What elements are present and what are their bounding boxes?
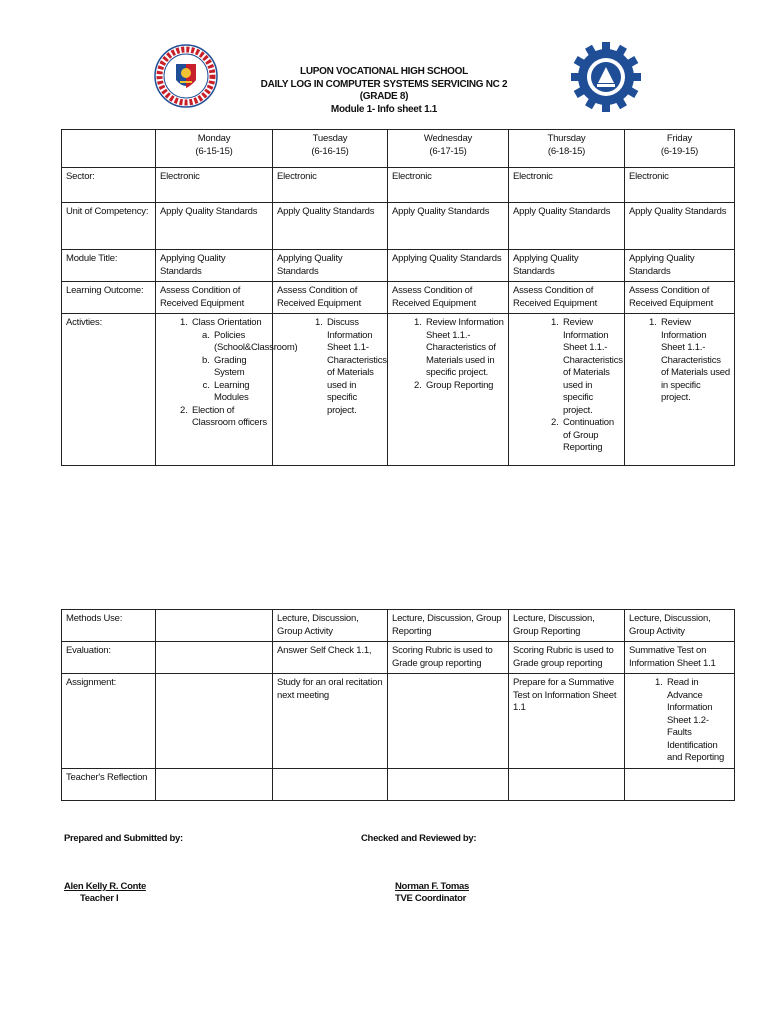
list-item: 2. Continuation of Group Reporting: [561, 417, 620, 455]
list-item: 1. Review Information Sheet 1.1.- Characteristics of Materials used in specific project.: [561, 317, 620, 417]
table-cell: Lecture, Discussion, Group Reporting: [388, 610, 509, 642]
daily-log-table: [61, 129, 735, 466]
prepared-by-title: Teacher I: [80, 893, 119, 904]
activities-wednesday: [388, 314, 509, 466]
table-cell: Electronic: [273, 168, 388, 203]
school-gear-seal-icon: [571, 42, 641, 112]
list-item: 1. Read in Advance Information Sheet 1.2- Faults Identification and Reporting: [665, 677, 730, 765]
table-cell: Lecture, Discussion, Group Activity: [625, 610, 735, 642]
table-cell: Apply Quality Standards: [509, 203, 625, 250]
table-cell: [509, 768, 625, 800]
table-cell: Assess Condition of Received Equipment: [156, 282, 273, 314]
table-cell: Scoring Rubric is used to Grade group reporting: [509, 642, 625, 674]
day-header-monday: Monday (6-15-15): [156, 130, 273, 168]
table-cell: [625, 768, 735, 800]
module-label: Module 1- Info sheet 1.1: [330, 103, 438, 115]
table-cell: Scoring Rubric is used to Grade group reporting: [388, 642, 509, 674]
grade-level: (GRADE 8): [359, 91, 409, 102]
checked-by-label: Checked and Reviewed by:: [361, 833, 477, 844]
table-cell: Applying Quality Standards: [273, 250, 388, 282]
document-title: DAILY LOG IN COMPUTER SYSTEMS SERVICING NC 2: [260, 78, 508, 90]
table-cell: [156, 674, 273, 769]
table-cell: Assess Condition of Received Equipment: [625, 282, 735, 314]
table-cell: [156, 610, 273, 642]
table-cell: Apply Quality Standards: [388, 203, 509, 250]
table-cell: Lecture, Discussion, Group Reporting: [509, 610, 625, 642]
row-label: Teacher's Reflection: [62, 768, 156, 800]
document-header: [200, 66, 568, 116]
list-item: 1. Discuss Information Sheet 1.1- Characteristics of Materials used in specific project.: [325, 317, 383, 417]
table-cell: [388, 674, 509, 769]
table-cell: Applying Quality Standards: [388, 250, 509, 282]
row-label: Sector:: [62, 168, 156, 203]
day-header-row: [62, 130, 735, 168]
module-title-row: [62, 250, 735, 282]
row-label: Unit of Competency:: [62, 203, 156, 250]
table-cell: [388, 768, 509, 800]
table-cell: [156, 642, 273, 674]
table-cell: Assess Condition of Received Equipment: [273, 282, 388, 314]
list-item: 2. Group Reporting: [424, 380, 504, 393]
assignment-friday: [625, 674, 735, 769]
row-label: Activties:: [62, 314, 156, 466]
table-cell: Applying Quality Standards: [625, 250, 735, 282]
prepared-by-name: Alen Kelly R. Conte: [64, 881, 146, 892]
activities-tuesday: [273, 314, 388, 466]
table-cell: Electronic: [156, 168, 273, 203]
day-header-friday: Friday (6-19-15): [625, 130, 735, 168]
checked-by-title: TVE Coordinator: [395, 893, 466, 904]
sector-row: [62, 168, 735, 203]
table-cell: Answer Self Check 1.1,: [273, 642, 388, 674]
learning-outcome-row: [62, 282, 735, 314]
day-header-wednesday: Wednesday (6-17-15): [388, 130, 509, 168]
table-cell: Electronic: [509, 168, 625, 203]
corner-cell: [62, 130, 156, 168]
table-cell: Assess Condition of Received Equipment: [509, 282, 625, 314]
table-cell: Apply Quality Standards: [156, 203, 273, 250]
table-cell: [273, 768, 388, 800]
assignment-row: [62, 674, 735, 769]
table-cell: [156, 768, 273, 800]
methods-row: [62, 610, 735, 642]
checked-by-name: Norman F. Tomas: [395, 881, 469, 892]
row-label: Module Title:: [62, 250, 156, 282]
row-label: Methods Use:: [62, 610, 156, 642]
list-item: 2. Election of Classroom officers: [190, 405, 268, 430]
table-cell: Applying Quality Standards: [156, 250, 273, 282]
competency-row: [62, 203, 735, 250]
activities-thursday: [509, 314, 625, 466]
table-cell: Electronic: [625, 168, 735, 203]
table-cell: Summative Test on Information Sheet 1.1: [625, 642, 735, 674]
evaluation-row: [62, 642, 735, 674]
day-header-tuesday: Tuesday (6-16-15): [273, 130, 388, 168]
table-cell: Lecture, Discussion, Group Activity: [273, 610, 388, 642]
list-item: c. Learning Modules: [212, 380, 268, 405]
school-name: LUPON VOCATIONAL HIGH SCHOOL: [300, 66, 468, 77]
daily-log-table-continued: [61, 609, 735, 801]
list-item: 1. Class Orientation a. Policies (School&Classroom) b. Grading System c. Learning Modules: [190, 317, 268, 405]
table-cell: Prepare for a Summative Test on Information Sheet 1.1: [509, 674, 625, 769]
list-item: 1. Review Information Sheet 1.1.- Characteristics of Materials used in specific project.: [424, 317, 504, 380]
table-cell: Study for an oral recitation next meeting: [273, 674, 388, 769]
row-label: Assignment:: [62, 674, 156, 769]
prepared-by-label: Prepared and Submitted by:: [64, 833, 183, 844]
activities-friday: [625, 314, 735, 466]
activities-row: [62, 314, 735, 466]
table-cell: Apply Quality Standards: [625, 203, 735, 250]
activities-monday: [156, 314, 298, 466]
list-item: 1. Review Information Sheet 1.1.- Characteristics of Materials used in specific project.: [659, 317, 730, 405]
reflection-row: [62, 768, 735, 800]
list-item: a. Policies (School&Classroom): [212, 330, 268, 355]
table-cell: Electronic: [388, 168, 509, 203]
list-item: b. Grading System: [212, 355, 268, 380]
row-label: Learning Outcome:: [62, 282, 156, 314]
table-cell: Apply Quality Standards: [273, 203, 388, 250]
day-header-thursday: Thursday (6-18-15): [509, 130, 625, 168]
row-label: Evaluation:: [62, 642, 156, 674]
table-cell: Assess Condition of Received Equipment: [388, 282, 509, 314]
table-cell: Applying Quality Standards: [509, 250, 625, 282]
